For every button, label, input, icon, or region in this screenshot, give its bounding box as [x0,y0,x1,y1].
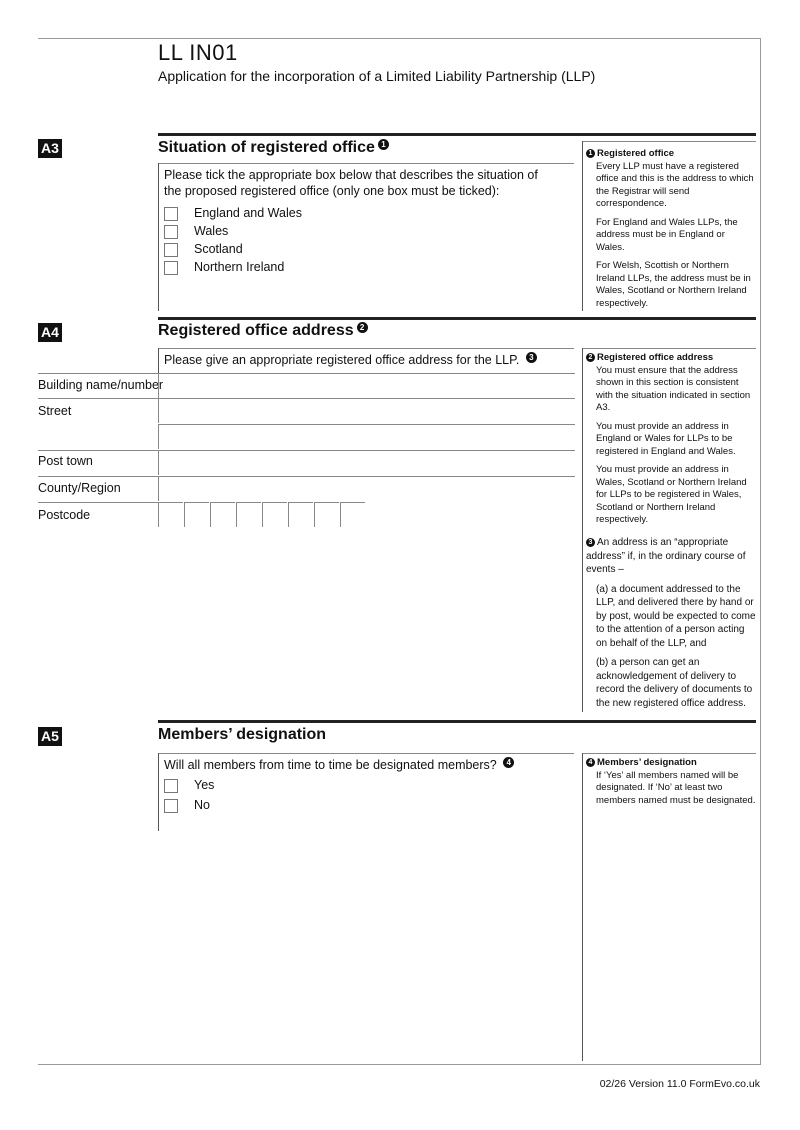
note-1-paragraph: For Welsh, Scottish or Northern Ireland LLPs, the address must be in Wales, Scotland or Northern Ireland respectively. [596,260,751,309]
note-4-left [582,753,583,1061]
note-2-left [582,348,583,712]
note-1-left [582,141,583,311]
form-code: LL IN01 [158,40,238,65]
a4-title [158,322,368,340]
checkbox[interactable] [164,243,178,257]
a3-section-label: A3 [38,139,62,158]
note-2-paragraph: You must provide an address in England or Wales for LLPs to be registered in England and Wales. [596,420,736,457]
a5-section-label: A5 [38,727,62,746]
a3-option-label: Scotland [194,242,243,256]
a3-rule [158,133,756,136]
a5-box-left [158,753,159,831]
a5-rule [158,720,756,723]
a5-box-top [158,753,574,754]
postcode-char-7[interactable] [314,502,339,527]
note-appropriate-address [586,536,756,716]
note-1-paragraph: For England and Wales LLPs, the address must be in England or Wales. [596,216,738,253]
form-title: Application for the incorporation of a Limited Liability Partnership (LLP) [158,68,596,84]
a3-option-label: Wales [194,224,229,238]
a5-option-label: No [194,798,210,812]
a3-title-text: Situation of registered office [158,139,375,156]
right-rule [760,38,761,1065]
note-1-marker-icon: 1 [378,139,389,150]
a3-option-label: England and Wales [194,206,302,220]
note-registered-office-address [586,352,756,529]
a4-title-text: Registered office address [158,322,354,339]
note-4-paragraph: If ‘Yes’ all members named will be designated. If ‘No’ at least two members named must be designated. [596,769,756,806]
street-label: Street [38,404,72,418]
postcode-char-8[interactable] [340,502,365,527]
postcode-char-3[interactable] [210,502,235,527]
note-3-marker-icon: 3 [526,352,537,363]
note-2-paragraph: You must provide an address in Wales, Scotland or Northern Ireland for LLPs to be registered in Wales, Scotland or Northern Ireland respectively. [596,464,747,525]
a3-box-left [158,163,159,311]
field-divider [38,398,158,399]
note-4-marker-icon: 4 [503,757,514,768]
post-town-label: Post town [38,454,93,468]
a4-instruction [164,352,537,368]
checkbox[interactable] [164,261,178,275]
note-4-title: Members’ designation [597,757,697,768]
checkbox[interactable] [164,225,178,239]
footer-version: 02/26 Version 11.0 FormEvo.co.uk [599,1078,760,1090]
note-1-paragraph: Every LLP must have a registered office and this is the address to which the Registrar will send correspondence. [596,160,754,209]
field-divider [38,502,158,503]
field-divider [38,450,158,451]
note-registered-office [586,148,756,316]
postcode-char-4[interactable] [236,502,261,527]
a3-title [158,139,389,157]
postcode-char-1[interactable] [158,502,183,527]
a5-title: Members’ designation [158,726,327,743]
note-3-paragraph: (b) a person can get an acknowledgement of delivery to record the delivery of documents to the new registered office address. [596,657,753,709]
a5-option-label: Yes [194,778,215,792]
note-2-marker-icon: 2 [357,322,368,333]
postcode-char-2[interactable] [184,502,209,527]
street-input-line-1[interactable] [158,398,575,423]
postcode-char-5[interactable] [262,502,287,527]
bottom-rule [38,1064,761,1065]
note-1-title: Registered office [597,148,675,159]
a5-question-text: Will all members from time to time be designated members? [164,758,497,772]
postcode-label: Postcode [38,508,91,522]
field-divider [38,476,158,477]
a4-box-top [158,348,574,349]
note-2-paragraph: You must ensure that the address shown in this section is consistent with the situation indicated in section A3. [596,364,751,413]
a3-instruction: Please tick the appropriate box below that describes the situation of the proposed registered office (only one box must be ticked): [164,168,538,198]
note-3-paragraph: (a) a document addressed to the LLP, and delivered there by hand or by post, would be expected to come to the attention of a person acting on behalf of the LLP, and [596,583,756,649]
checkbox[interactable] [164,207,178,221]
note-4-rule [582,753,756,754]
a4-box-left [158,348,159,374]
note-4-icon: 4 [586,758,595,767]
note-members-designation [586,757,756,813]
note-2-title: Registered office address [597,352,714,363]
county-input[interactable] [158,476,575,501]
a4-instruction-text: Please give an appropriate registered office address for the LLP. [164,353,520,367]
note-2-rule [582,348,756,349]
street-input-line-2[interactable] [158,424,575,449]
checkbox[interactable] [164,799,178,813]
a3-option-label: Northern Ireland [194,260,285,274]
top-rule [38,38,761,39]
note-3-icon: 3 [586,538,595,547]
a3-box-top [158,163,574,164]
county-label: County/Region [38,481,121,495]
a5-question [164,757,514,773]
a4-rule [158,317,756,320]
checkbox[interactable] [164,779,178,793]
postcode-char-6[interactable] [288,502,313,527]
note-3-paragraph: An address is an “appropriate address” if, in the ordinary course of events – [586,537,746,575]
note-1-icon: 1 [586,149,595,158]
note-2-icon: 2 [586,353,595,362]
a4-section-label: A4 [38,323,62,342]
note-1-rule [582,141,756,142]
building-input[interactable] [158,373,575,398]
post-town-input[interactable] [158,450,575,475]
building-label: Building name/number [38,378,164,392]
field-divider [38,373,158,374]
